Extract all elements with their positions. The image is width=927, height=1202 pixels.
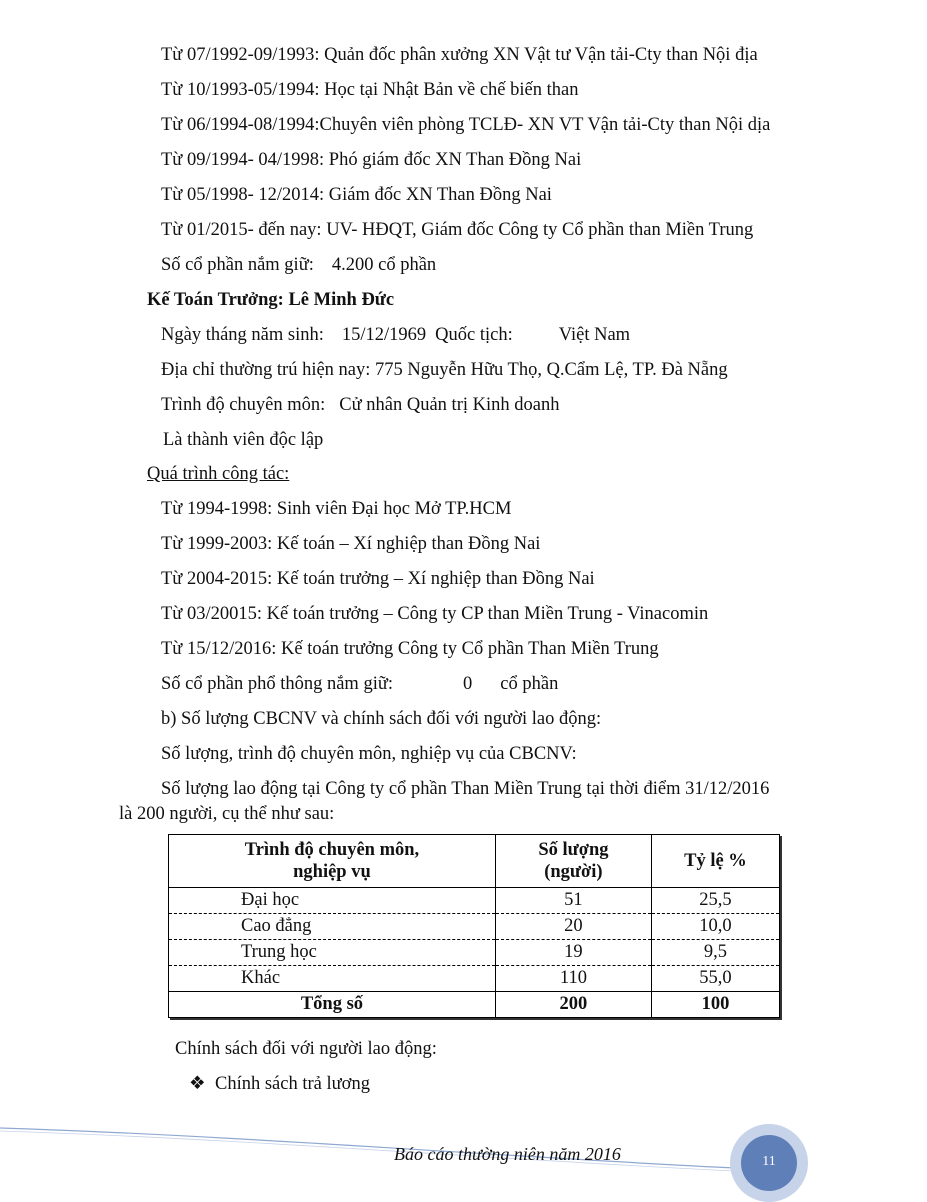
section-b-sub: Số lượng, trình độ chuyên môn, nghiệp vụ của CBCNV: xyxy=(161,744,577,764)
career-line: Từ 2004-2015: Kế toán trưởng – Xí nghiệp than Đồng Nai xyxy=(161,569,595,589)
row-percent: 9,5 xyxy=(651,940,779,966)
table-row xyxy=(169,940,780,966)
table-row xyxy=(169,914,780,940)
career-line: Từ 07/1992-09/1993: Quản đốc phân xưởng XN Vật tư Vận tải-Cty than Nội địa xyxy=(161,45,758,65)
footer-divider-shadow xyxy=(0,1131,735,1171)
education-label: Trình độ chuyên môn: xyxy=(161,395,326,415)
shares-value: 4.200 cổ phần xyxy=(331,255,437,275)
address-line: Địa chỉ thường trú hiện nay: 775 Nguyễn Hữu Thọ, Q.Cẩm Lệ, TP. Đà Nẵng xyxy=(161,360,728,380)
independent-line: Là thành viên độc lập xyxy=(163,430,324,450)
shares-value: 0 xyxy=(463,674,473,694)
shares-line xyxy=(161,254,436,276)
table-header-row xyxy=(169,835,780,888)
row-percent: 55,0 xyxy=(651,966,779,992)
page-number-badge xyxy=(730,1124,808,1202)
nationality-label: Quốc tịch: xyxy=(435,325,513,345)
row-percent: 25,5 xyxy=(651,888,779,914)
accountant-heading: Kế Toán Trưởng: Lê Minh Đức xyxy=(147,290,395,310)
career-line: Từ 1994-1998: Sinh viên Đại học Mở TP.HCM xyxy=(161,499,512,519)
header-qualification xyxy=(169,835,496,888)
row-count: 19 xyxy=(495,940,651,966)
shares-line xyxy=(161,673,558,695)
row-count: 20 xyxy=(495,914,651,940)
header-text: Số lượng xyxy=(538,840,609,860)
career-line: Từ 15/12/2016: Kế toán trưởng Công ty Cổ phần Than Miền Trung xyxy=(161,639,659,659)
row-percent: 10,0 xyxy=(651,914,779,940)
row-name: Khác xyxy=(169,966,496,992)
diamond-bullet-icon: ❖ xyxy=(189,1074,206,1094)
header-percent xyxy=(651,835,779,888)
career-line: Từ 06/1994-08/1994:Chuyên viên phòng TCLĐ- XN VT Vận tải-Cty than Nội dịa xyxy=(161,115,771,135)
section-b-para: Số lượng lao động tại Công ty cổ phần Than Miền Trung tại thời điểm 31/12/2016 xyxy=(161,779,770,799)
footer-divider-line xyxy=(0,1128,735,1168)
page-number: 11 xyxy=(741,1135,797,1191)
table-row xyxy=(169,888,780,914)
row-name: Cao đẳng xyxy=(169,914,496,940)
shares-label: Số cổ phần nắm giữ: xyxy=(161,255,314,275)
staff-table xyxy=(168,834,780,1018)
career-line: Từ 10/1993-05/1994: Học tại Nhật Bản về chế biến than xyxy=(161,80,579,100)
career-heading: Quá trình công tác: xyxy=(147,464,290,484)
header-text: nghiệp vụ xyxy=(293,862,371,882)
section-b-para: là 200 người, cụ thể như sau: xyxy=(119,804,335,824)
total-percent: 100 xyxy=(651,992,779,1018)
education-line xyxy=(161,394,559,416)
row-name: Đại học xyxy=(169,888,496,914)
row-count: 51 xyxy=(495,888,651,914)
total-label: Tổng số xyxy=(169,992,496,1018)
career-line: Từ 09/1994- 04/1998: Phó giám đốc XN Than Đồng Nai xyxy=(161,150,582,170)
row-count: 110 xyxy=(495,966,651,992)
total-count: 200 xyxy=(495,992,651,1018)
row-name: Trung học xyxy=(169,940,496,966)
nationality-value: Việt Nam xyxy=(558,325,631,345)
shares-unit: cổ phần xyxy=(500,674,559,694)
table-row xyxy=(169,966,780,992)
header-count xyxy=(495,835,651,888)
dob-label: Ngày tháng năm sinh: xyxy=(161,325,324,345)
header-text: Tỷ lệ % xyxy=(684,851,747,871)
career-line: Từ 01/2015- đến nay: UV- HĐQT, Giám đốc Công ty Cổ phần than Miền Trung xyxy=(161,220,754,240)
table-total-row xyxy=(169,992,780,1018)
career-line: Từ 1999-2003: Kế toán – Xí nghiệp than Đồng Nai xyxy=(161,534,541,554)
header-text: Trình độ chuyên môn, xyxy=(244,840,420,860)
section-b-heading: b) Số lượng CBCNV và chính sách đối với người lao động: xyxy=(161,709,602,729)
header-text: (người) xyxy=(544,862,603,882)
footer-title: Báo cáo thường niên năm 2016 xyxy=(394,1144,621,1164)
education-value: Cử nhân Quản trị Kinh doanh xyxy=(339,395,560,415)
policy-heading: Chính sách đối với người lao động: xyxy=(175,1039,437,1059)
policy-bullet-text: Chính sách trả lương xyxy=(215,1074,370,1094)
career-line: Từ 03/20015: Kế toán trưởng – Công ty CP than Miền Trung - Vinacomin xyxy=(161,604,709,624)
dob-line xyxy=(161,324,630,346)
shares-label: Số cổ phần phổ thông nắm giữ: xyxy=(161,674,394,694)
dob-value: 15/12/1969 xyxy=(341,325,427,345)
policy-bullet-item xyxy=(189,1073,370,1095)
career-line: Từ 05/1998- 12/2014: Giám đốc XN Than Đồng Nai xyxy=(161,185,552,205)
